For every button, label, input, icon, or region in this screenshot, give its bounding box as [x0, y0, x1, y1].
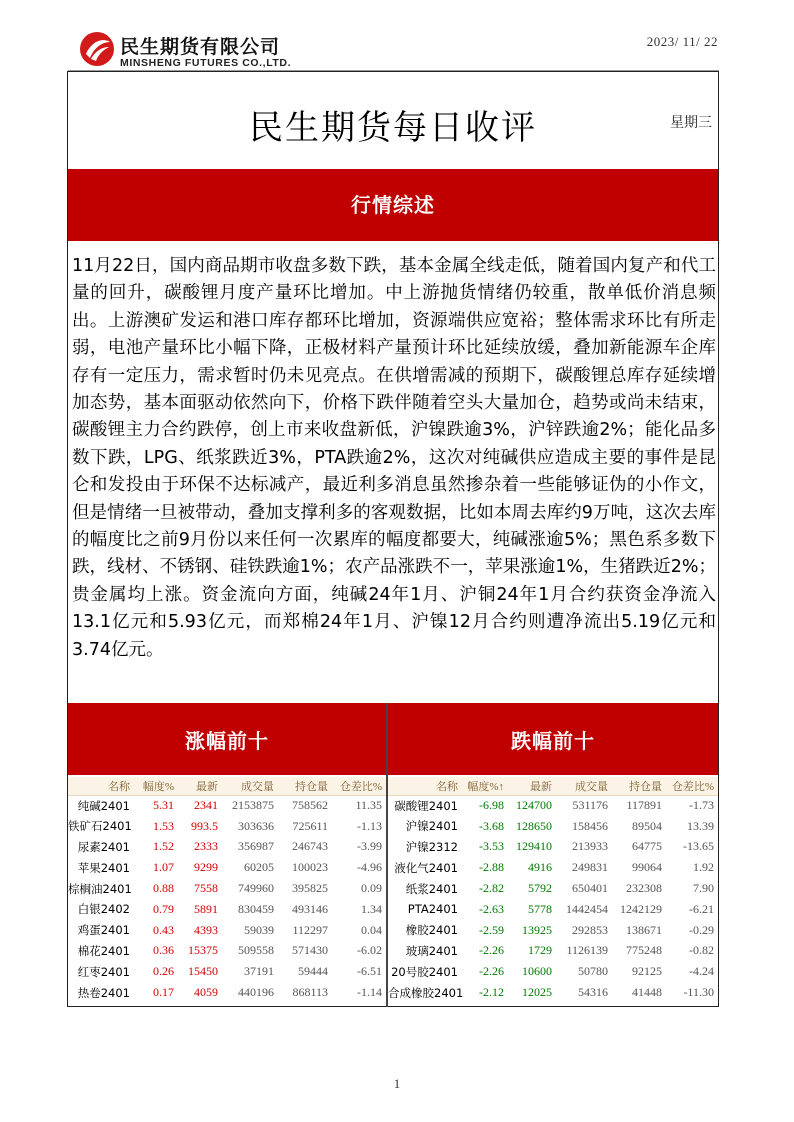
open-interest: 246743	[292, 839, 328, 854]
oi-change-pct: 7.90	[693, 881, 714, 896]
last-price: 13925	[522, 922, 552, 937]
open-interest: 59444	[298, 964, 328, 979]
open-interest: 1242129	[620, 901, 662, 916]
table-row	[388, 941, 718, 962]
last-price: 2333	[194, 839, 218, 854]
oi-change-pct: -0.82	[689, 943, 714, 958]
oi-change-pct: -3.99	[357, 839, 382, 854]
volume: 249831	[572, 860, 608, 875]
weekday: 星期三	[670, 115, 712, 131]
last-price: 2341	[194, 798, 218, 813]
contract-name: 纯碱2401	[77, 798, 130, 813]
volume: 54316	[578, 985, 608, 1000]
change-pct: -2.88	[479, 860, 504, 875]
col-header: 成交量	[556, 777, 612, 795]
volume: 531176	[572, 798, 608, 813]
last-price: 128650	[516, 818, 552, 833]
last-price: 7558	[194, 881, 218, 896]
change-pct: 0.17	[153, 985, 174, 1000]
open-interest: 395825	[292, 881, 328, 896]
change-pct: -6.98	[479, 798, 504, 813]
last-price: 10600	[522, 964, 552, 979]
table-row	[68, 878, 386, 899]
title-box	[68, 72, 718, 168]
change-pct: 0.26	[153, 964, 174, 979]
contract-name: 尿素2401	[77, 839, 130, 854]
change-pct: -2.26	[479, 964, 504, 979]
open-interest: 64775	[632, 839, 662, 854]
minsheng-logo-icon	[78, 30, 116, 68]
last-price: 15450	[188, 964, 218, 979]
change-pct: 1.53	[153, 818, 174, 833]
oi-change-pct: -6.21	[689, 901, 714, 916]
last-price: 1729	[528, 943, 552, 958]
volume: 213933	[572, 839, 608, 854]
change-pct: -3.68	[479, 818, 504, 833]
change-pct: -3.53	[479, 839, 504, 854]
table-row	[68, 795, 386, 816]
oi-change-pct: 0.09	[361, 881, 382, 896]
change-pct: 1.07	[153, 860, 174, 875]
company-logo	[78, 28, 318, 72]
change-pct: -2.63	[479, 901, 504, 916]
col-header: 名称	[388, 777, 462, 795]
oi-change-pct: -6.51	[357, 964, 382, 979]
col-header: 最新	[178, 777, 222, 795]
open-interest: 92125	[632, 964, 662, 979]
open-interest: 493146	[292, 901, 328, 916]
change-pct: 0.88	[153, 881, 174, 896]
volume: 158456	[572, 818, 608, 833]
oi-change-pct: -0.29	[689, 922, 714, 937]
contract-name: 橡胶2401	[405, 923, 458, 938]
volume: 440196	[238, 985, 274, 1000]
overview-heading: 行情综述	[68, 169, 718, 241]
contract-name: 沪镍2401	[405, 819, 458, 834]
oi-change-pct: -4.96	[357, 860, 382, 875]
table-row	[68, 837, 386, 858]
table-header-row	[68, 777, 386, 795]
report-date: 2023/ 11/ 22	[646, 34, 718, 49]
contract-name: 纸浆2401	[405, 881, 458, 896]
open-interest: 775248	[626, 943, 662, 958]
oi-change-pct: 0.04	[361, 922, 382, 937]
table-row	[388, 816, 718, 837]
page-number: 1	[393, 1076, 401, 1091]
oi-change-pct: -1.73	[689, 798, 714, 813]
table-row	[388, 961, 718, 982]
last-price: 124700	[516, 798, 552, 813]
gainers-table	[68, 777, 386, 1003]
last-price: 4393	[194, 922, 218, 937]
contract-name: 液化气2401	[394, 860, 458, 875]
open-interest: 758562	[292, 798, 328, 813]
contract-name: 白银2402	[77, 902, 130, 917]
losers-table	[388, 777, 718, 1003]
last-price: 12025	[522, 985, 552, 1000]
table-header-row	[388, 777, 718, 795]
oi-change-pct: -1.13	[357, 818, 382, 833]
table-row	[68, 899, 386, 920]
volume: 303636	[238, 818, 274, 833]
contract-name: 铁矿石2401	[68, 819, 132, 834]
col-header: 持仓量	[278, 777, 332, 795]
change-pct: 5.31	[153, 798, 174, 813]
ranking-section	[68, 703, 718, 1007]
overview-text: 11月22日，国内商品期市收盘多数下跌，基本金属全线走低，随着国内复产和代工量的回升，碳酸锂月度产量环比增加。中上游抛货情绪仍较重，散单低价消息频出。上游澳矿发运和港口库存都环比增加，资源端供应宽裕；整体需求环比有所走弱，电池产量环比小幅下降，正极材料产量预计环比延续放缓，叠加新能源车企库存有一定压力，需求暂时仍未见亮点。在供增需减的预期下，碳酸锂总库存延续增加态势，基本面驱动依然向下，价格下跌伴随着空头大量加仓，趋势或尚未结束，碳酸锂主力合约跌停，创上市来收盘新低，沪镍跌逾3%，沪锌跌逾2%；能化品多数下跌，LPG、纸浆跌近3%，PTA跌逾2%，这次对纯碱供应造成主要的事件是昆仑和发投由于环保不达标减产，最近利多消息虽然掺杂着一些能够证伪的小作文，但是情绪一旦被带动，叠加支撑利多的客观数据，比如本周去库约9万吨，这次去库的幅度比之前9月份以来任何一次累库的幅度都要大，纯碱涨逾5%；黑色系多数下跌，线材、不锈钢、硅铁跌逾1%；农产品涨跌不一，苹果涨逾1%，生猪跌近2%；贵金属均上涨。资金流向方面，纯碱24年1月、沪铜24年1月合约获资金净流入13.1亿元和5.93亿元，而郑棉24年1月、沪镍12月合约则遭净流出5.19亿元和3.74亿元。	[72, 256, 716, 660]
open-interest: 41448	[632, 985, 662, 1000]
change-pct: 1.52	[153, 839, 174, 854]
change-pct: -2.12	[479, 985, 504, 1000]
col-header: 幅度%	[134, 777, 178, 795]
oi-change-pct: 13.39	[687, 818, 714, 833]
col-header: 最新	[508, 777, 556, 795]
open-interest: 99064	[632, 860, 662, 875]
col-header: 仓差比%	[332, 777, 386, 795]
table-row	[68, 961, 386, 982]
last-price: 5778	[528, 901, 552, 916]
contract-name: 棕榈油2401	[68, 881, 132, 896]
open-interest: 138671	[626, 922, 662, 937]
volume: 1126139	[566, 943, 608, 958]
gainers-panel	[68, 703, 386, 1007]
volume: 1442454	[566, 901, 608, 916]
contract-name: 棉花2401	[77, 943, 130, 958]
last-price: 4916	[528, 860, 552, 875]
open-interest: 232308	[626, 881, 662, 896]
table-row	[68, 816, 386, 837]
last-price: 9299	[194, 860, 218, 875]
last-price: 15375	[188, 943, 218, 958]
open-interest: 117891	[626, 798, 662, 813]
oi-change-pct: 1.92	[693, 860, 714, 875]
table-row	[68, 920, 386, 941]
contract-name: 玻璃2401	[405, 943, 458, 958]
col-header: 仓差比%	[666, 777, 718, 795]
contract-name: 苹果2401	[77, 860, 130, 875]
open-interest: 100023	[292, 860, 328, 875]
open-interest: 725611	[292, 818, 328, 833]
page-title: 民生期货每日收评	[249, 108, 537, 148]
volume: 509558	[238, 943, 274, 958]
change-pct: 0.36	[153, 943, 174, 958]
company-name-cn: 民生期货有限公司	[120, 36, 281, 58]
open-interest: 868113	[292, 985, 328, 1000]
volume: 59039	[244, 922, 274, 937]
volume: 830459	[238, 901, 274, 916]
volume: 50780	[578, 964, 608, 979]
contract-name: 碳酸锂2401	[394, 798, 458, 813]
col-header: 成交量	[222, 777, 278, 795]
volume: 60205	[244, 860, 274, 875]
change-pct: 0.79	[153, 901, 174, 916]
contract-name: 热卷2401	[77, 985, 130, 1000]
losers-panel	[388, 703, 718, 1007]
gainers-heading: 涨幅前十	[68, 703, 386, 775]
col-header: 持仓量	[612, 777, 666, 795]
contract-name: PTA2401	[407, 902, 458, 917]
table-row	[388, 795, 718, 816]
open-interest: 571430	[292, 943, 328, 958]
volume: 749960	[238, 881, 274, 896]
oi-change-pct: 1.34	[361, 901, 382, 916]
contract-name: 合成橡胶2401	[388, 985, 464, 1000]
table-row	[388, 899, 718, 920]
table-row	[388, 982, 718, 1003]
table-row	[68, 941, 386, 962]
table-row	[68, 982, 386, 1003]
change-pct: -2.59	[479, 922, 504, 937]
table-row	[388, 837, 718, 858]
change-pct: -2.82	[479, 881, 504, 896]
company-name-en: MINSHENG FUTURES CO.,LTD.	[120, 57, 292, 69]
contract-name: 红枣2401	[77, 964, 130, 979]
contract-name: 鸡蛋2401	[77, 923, 130, 938]
open-interest: 89504	[632, 818, 662, 833]
oi-change-pct: 11.35	[355, 798, 382, 813]
col-header: 名称	[68, 777, 134, 795]
last-price: 129410	[516, 839, 552, 854]
open-interest: 112297	[292, 922, 328, 937]
last-price: 5891	[194, 901, 218, 916]
volume: 37191	[244, 964, 274, 979]
volume: 292853	[572, 922, 608, 937]
losers-heading: 跌幅前十	[388, 703, 718, 775]
contract-name: 沪镍2312	[405, 839, 458, 854]
volume: 650401	[572, 881, 608, 896]
last-price: 993.5	[191, 818, 218, 833]
contract-name: 20号胶2401	[391, 964, 458, 979]
oi-change-pct: -6.02	[357, 943, 382, 958]
volume: 356987	[238, 839, 274, 854]
table-row	[388, 857, 718, 878]
table-row	[388, 878, 718, 899]
oi-change-pct: -11.30	[683, 985, 714, 1000]
table-row	[68, 857, 386, 878]
col-header: 幅度%↑	[462, 777, 508, 795]
last-price: 4059	[194, 985, 218, 1000]
oi-change-pct: -4.24	[689, 964, 714, 979]
change-pct: -2.26	[479, 943, 504, 958]
change-pct: 0.43	[153, 922, 174, 937]
last-price: 5792	[528, 881, 552, 896]
volume: 2153875	[232, 798, 274, 813]
oi-change-pct: -13.65	[683, 839, 714, 854]
table-row	[388, 920, 718, 941]
report-frame	[67, 71, 719, 1007]
oi-change-pct: -1.14	[357, 985, 382, 1000]
